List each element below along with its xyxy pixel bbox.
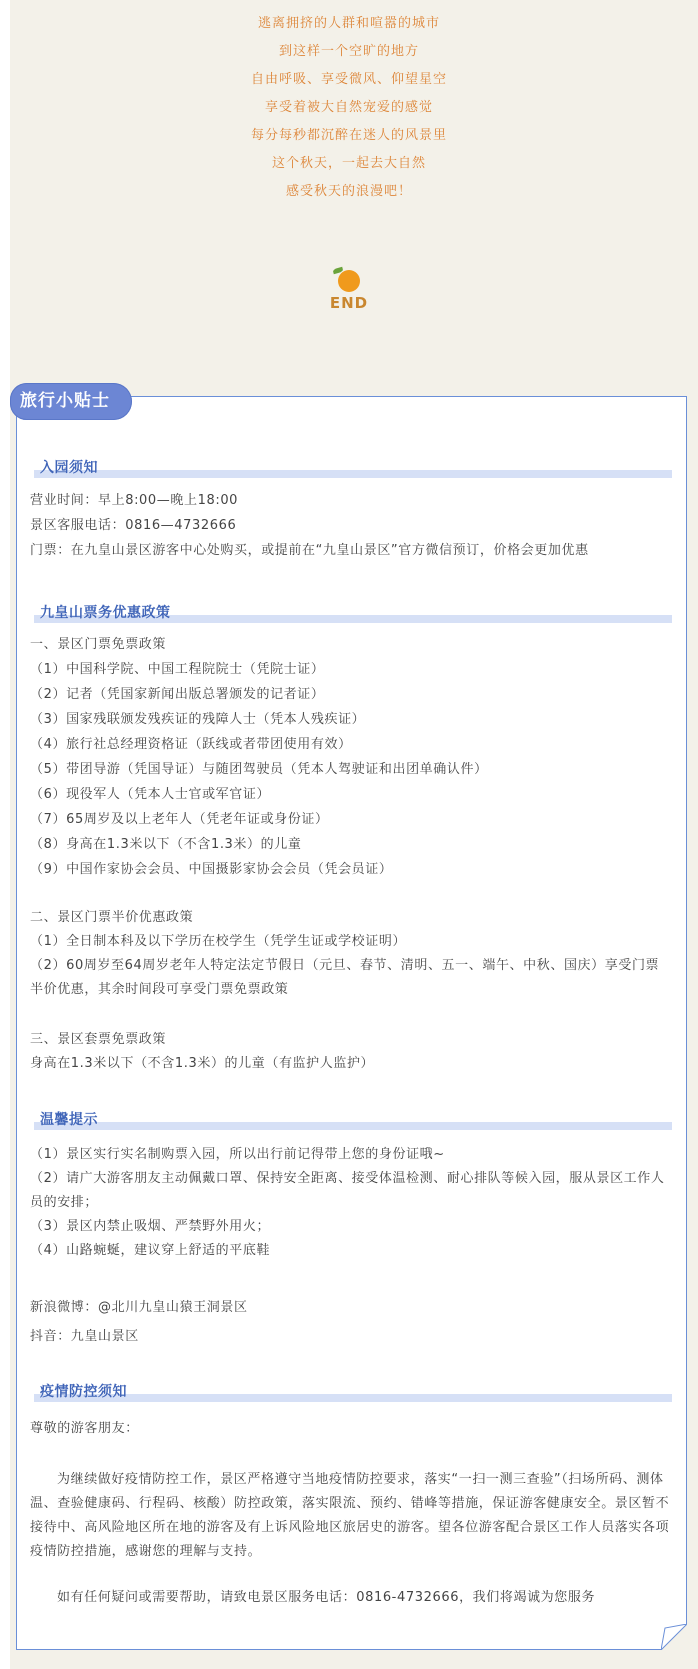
end-label: END xyxy=(329,294,369,312)
tip-item: （4）山路蜿蜒，建议穿上舒适的平底鞋 xyxy=(30,1243,271,1258)
policy-item: （8）身高在1.3米以下（不含1.3米）的儿童 xyxy=(30,837,302,852)
page-fold-icon xyxy=(661,1624,687,1650)
section-heading-warm: 温馨提示 xyxy=(34,1112,672,1130)
section-heading-entry: 入园须知 xyxy=(34,460,672,478)
covid-greeting: 尊敬的游客朋友： xyxy=(30,1421,139,1436)
policy-item: 身高在1.3米以下（不含1.3米）的儿童（有监护人监护） xyxy=(30,1056,375,1071)
poem-line: 逃离拥挤的人群和喧嚣的城市 xyxy=(257,16,440,31)
policy-item: （2）60周岁至64周岁老年人特定法定节假日（元旦、春节、清明、五一、端午、中秋、国庆）享受门票半价优惠，其余时间段可享受门票免票政策 xyxy=(30,958,660,997)
policy-item: （9）中国作家协会会员、中国摄影家协会会员（凭会员证） xyxy=(30,862,393,877)
section-heading-covid: 疫情防控须知 xyxy=(34,1384,672,1402)
poem-line: 享受着被大自然宠爱的感觉 xyxy=(264,100,433,115)
policy-item: （6）现役军人（凭本人士官或军官证） xyxy=(30,787,271,802)
policy-item: （1）中国科学院、中国工程院院士（凭院士证） xyxy=(30,662,325,677)
poem-block xyxy=(10,10,688,206)
tips-card xyxy=(16,396,687,1650)
entry-line: 景区客服电话：0816—4732666 xyxy=(30,518,237,533)
half-policy xyxy=(30,906,670,1002)
free-policy xyxy=(30,632,670,882)
left-margin-strip xyxy=(0,0,10,1669)
poem-line: 自由呼吸、享受微风、仰望星空 xyxy=(250,72,447,87)
policy-item: （7）65周岁及以上老年人（凭老年证或身份证） xyxy=(30,812,329,827)
entry-line: 营业时间：早上8:00—晚上18:00 xyxy=(30,493,239,508)
poem-line: 这个秋天，一起去大自然 xyxy=(271,156,426,171)
tip-item: （1）景区实行实名制购票入园，所以出行前记得带上您的身份证哦~ xyxy=(30,1147,445,1162)
policy-item: （2）记者（凭国家新闻出版总署颁发的记者证） xyxy=(30,687,325,702)
tip-item: （3）景区内禁止吸烟、严禁野外用火； xyxy=(30,1219,271,1234)
section-heading-ticket: 九皇山票务优惠政策 xyxy=(34,605,672,623)
covid-contact: 如有任何疑问或需要帮助，请致电景区服务电话：0816-4732666，我们将竭诚为您服务 xyxy=(57,1590,596,1605)
warm-tips xyxy=(30,1143,670,1263)
entry-line: 门票：在九皇山景区游客中心处购买，或提前在“九皇山景区”官方微信预订，价格会更加优惠 xyxy=(30,543,589,558)
poem-line: 感受秋天的浪漫吧！ xyxy=(285,184,412,199)
entry-info xyxy=(30,488,670,563)
policy-item: （1）全日制本科及以下学历在校学生（凭学生证或学校证明） xyxy=(30,934,407,949)
poem-line: 每分每秒都沉醉在迷人的风景里 xyxy=(250,128,447,143)
douyin-account: 抖音：九皇山景区 xyxy=(30,1329,139,1344)
policy-item: （3）国家残联颁发残疾证的残障人士（凭本人残疾证） xyxy=(30,712,366,727)
poem-line: 到这样一个空旷的地方 xyxy=(278,44,419,59)
policy-item: （5）带团导游（凭国导证）与随团驾驶员（凭本人驾驶证和出团单确认件） xyxy=(30,762,488,777)
orange-icon xyxy=(338,270,360,292)
covid-notice: 为继续做好疫情防控工作，景区严格遵守当地疫情防控要求，落实“一扫一测三查验”（扫场所码、测体温、查验健康码、行程码、核酸）防控政策，落实限流、预约、错峰等措施，保证游客健康安全。景区暂不接待中、高风险地区所在地的游客及有上诉风险地区旅居史的游客。望各位游客配合景区工作人员落实各项疫情防控措施，感谢您的理解与支持。 xyxy=(30,1472,670,1559)
policy-item: （4）旅行社总经理资格证（跃线或者带团使用有效） xyxy=(30,737,352,752)
policy-title: 一、景区门票免票政策 xyxy=(30,637,167,652)
weibo-account: 新浪微博：@北川九皇山猿王洞景区 xyxy=(30,1300,248,1315)
end-marker xyxy=(0,270,698,312)
tip-item: （2）请广大游客朋友主动佩戴口罩、保持安全距离、接受体温检测、耐心排队等候入园，服从景区工作人员的安排； xyxy=(30,1171,665,1210)
policy-title: 二、景区门票半价优惠政策 xyxy=(30,910,194,925)
policy-title: 三、景区套票免票政策 xyxy=(30,1032,167,1047)
tips-tab: 旅行小贴士 xyxy=(10,383,132,420)
package-policy xyxy=(30,1028,670,1076)
